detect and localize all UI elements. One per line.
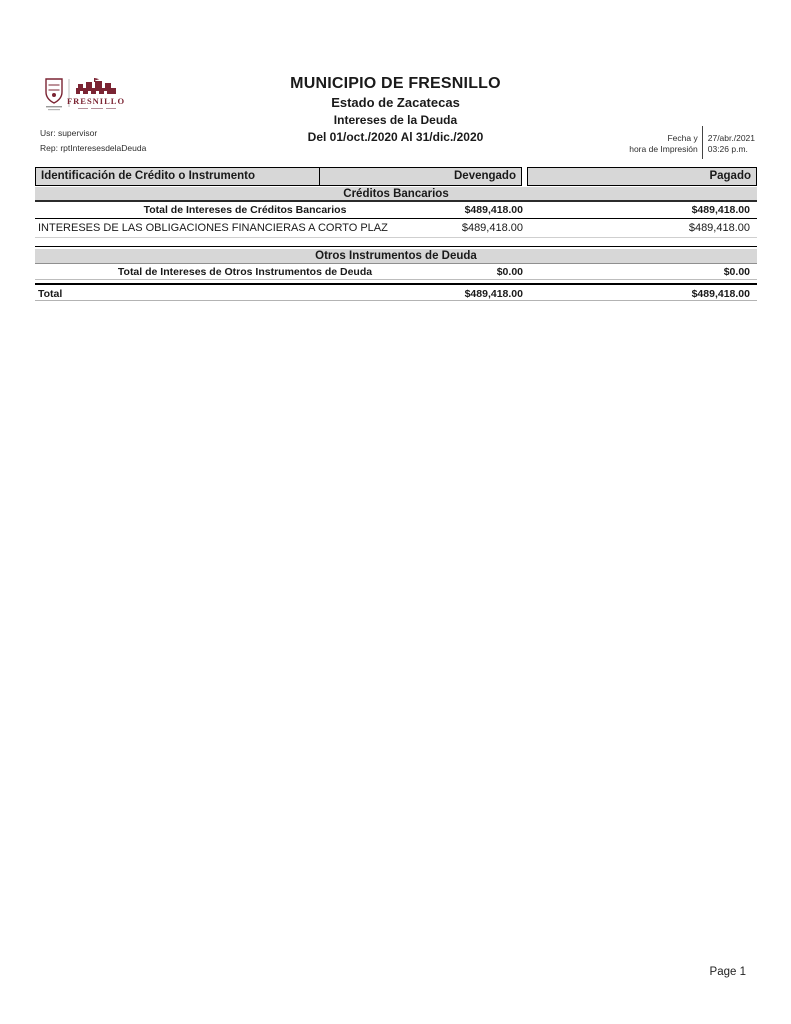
table-row [35, 264, 757, 280]
report-meta [40, 128, 146, 158]
section2-total-label: Total de Intereses de Otros Instrumentos de Deuda [117, 266, 373, 278]
section1-total-devengado: $489,418.00 [464, 204, 523, 216]
table-row [35, 219, 757, 238]
credit-item-label: INTERESES DE LAS OBLIGACIONES FINANCIERAS A CORTO PLAZ [38, 222, 388, 234]
credit-item-pagado: $489,418.00 [688, 222, 750, 234]
section2-total-devengado: $0.00 [496, 266, 523, 278]
grand-total-devengado: $489,418.00 [464, 288, 523, 300]
print-date: 27/abr./2021 [707, 133, 755, 143]
user-label: Usr: supervisor [40, 128, 98, 138]
logo-wordmark: FRESNILLO [66, 96, 126, 106]
section-title-creditos-bancarios: Créditos Bancarios [35, 187, 757, 202]
print-info [629, 126, 755, 159]
report-period: Del 01/oct./2020 Al 31/dic./2020 [307, 130, 484, 144]
section-title-otros-instrumentos: Otros Instrumentos de Deuda [35, 249, 757, 264]
print-label-line1: Fecha y [667, 133, 698, 143]
print-info-labels [629, 126, 702, 159]
print-label-line2: hora de Impresión [629, 144, 698, 154]
grand-total-row [35, 283, 757, 301]
report-label: Rep: rptInteresesdelaDeuda [40, 143, 147, 153]
column-header-identificacion: Identificación de Crédito o Instrumento [35, 167, 320, 186]
grand-total-pagado: $489,418.00 [691, 288, 750, 300]
debt-interest-table [35, 167, 757, 301]
section2-total-pagado: $0.00 [723, 266, 750, 278]
section-otros-instrumentos [35, 246, 757, 264]
page-number: Page 1 [709, 966, 746, 978]
table-row [35, 202, 757, 219]
state-subtitle: Estado de Zacatecas [331, 95, 460, 110]
print-info-values [702, 126, 755, 159]
section1-total-label: Total de Intereses de Créditos Bancarios [143, 204, 347, 216]
credit-item-devengado: $489,418.00 [461, 222, 523, 234]
column-header-devengado: Devengado [320, 167, 522, 186]
page-title: MUNICIPIO DE FRESNILLO [290, 75, 501, 92]
report-subtitle: Intereses de la Deuda [333, 113, 458, 127]
print-time: 03:26 p.m. [707, 144, 748, 154]
column-header-pagado: Pagado [527, 167, 757, 186]
section1-total-pagado: $489,418.00 [691, 204, 750, 216]
grand-total-label: Total [38, 288, 63, 300]
table-header-row [35, 167, 757, 186]
